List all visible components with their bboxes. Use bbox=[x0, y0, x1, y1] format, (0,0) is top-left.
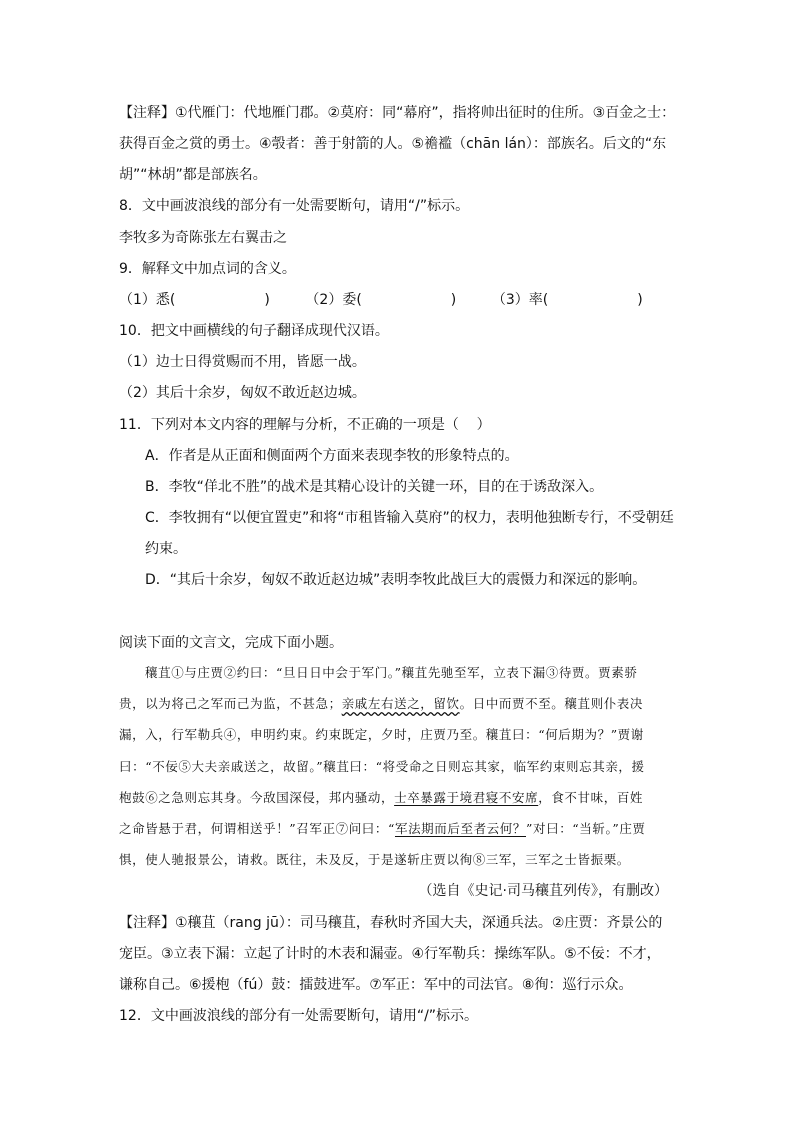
passage-text: ，食不甘味，百姓 bbox=[538, 790, 644, 805]
question-11: 11．下列对本文内容的理解与分析，不正确的一项是（ ） bbox=[119, 417, 491, 433]
option-a: A．作者是从正面和侧面两个方面来表现李牧的形象特点的。 bbox=[145, 448, 519, 464]
passage-text: 枹鼓⑥之急则忘其身。今敌国深侵，邦内骚动， bbox=[119, 790, 395, 805]
annotation-line: 谦称自己。⑥援枹（fú）鼓：擂鼓进军。⑦军正：军中的司法官。⑧徇：巡行示众。 bbox=[119, 977, 633, 993]
option-d: D．“其后十余岁，匈奴不敢近赵边城”表明李牧此战巨大的震慑力和深远的影响。 bbox=[145, 572, 647, 588]
passage-text: ”对曰：“当斩。”庄贾 bbox=[526, 821, 646, 836]
question-12: 12．文中画波浪线的部分有一处需要断句，请用“/”标示。 bbox=[119, 1008, 479, 1024]
underlined-text: 士卒暴露于境君寝不安席 bbox=[394, 790, 539, 805]
passage-line bbox=[119, 788, 679, 808]
question-9-items: （1）悉( ) （2）委( ) （3）率( ) bbox=[119, 292, 643, 308]
option-c: C．李牧拥有“以便宜置吏”和将“市租皆输入莫府”的权力，表明他独断专行，不受朝廷 bbox=[145, 510, 674, 526]
question-8: 8．文中画波浪线的部分有一处需要断句，请用“/”标示。 bbox=[119, 198, 470, 214]
annotation-line: 获得百金之赏的勇士。④彀者：善于射箭的人。⑤襜褴（chān lán）：部族名。后文的“东 bbox=[119, 136, 667, 152]
passage-text: 。日中而贾不至。穰苴则仆表决 bbox=[459, 696, 644, 711]
question-8-sentence: 李牧多为奇陈张左右翼击之 bbox=[119, 230, 287, 246]
source-citation: （选自《史记·司马穰苴列传》，有删改） bbox=[418, 883, 668, 899]
passage-line bbox=[119, 694, 679, 714]
passage-line: 穰苴①与庄贾②约曰：“旦日日中会于军门。”穰苴先驰至军，立表下漏③待贾。贾素骄 bbox=[145, 665, 638, 680]
reading-intro: 阅读下面的文言文，完成下面小题。 bbox=[119, 635, 343, 651]
passage-text: 之命皆悬于君，何谓相送乎！”召军正⑦问曰：“ bbox=[119, 821, 395, 836]
option-b: B．李牧“佯北不胜”的战术是其精心设计的关键一环，目的在于诱敌深入。 bbox=[145, 479, 604, 495]
passage-line: 惧，使人驰报景公，请救。既往，未及反，于是遂斩庄贾以徇⑧三军，三军之士皆振栗。 bbox=[119, 852, 630, 867]
underlined-text: 军法期而后至者云何？ bbox=[394, 821, 526, 836]
annotation-line: 【注释】①穰苴（rang jū）：司马穰苴，春秋时齐国大夫，深通兵法。②庄贾：齐景公的 bbox=[119, 915, 663, 931]
passage-text: 贵，以为将己之军而己为监，不甚急； bbox=[119, 696, 342, 711]
wavy-underlined-text: 亲戚左右送之，留饮 bbox=[341, 696, 460, 711]
question-10-item: （2）其后十余岁，匈奴不敢近赵边城。 bbox=[119, 385, 366, 401]
question-10: 10．把文中画横线的句子翻译成现代汉语。 bbox=[119, 323, 389, 339]
passage-line: 曰：“不佞⑤大夫亲戚送之，故留。”穰苴曰：“将受命之日则忘其家，临军约束则忘其亲，援 bbox=[119, 759, 645, 774]
annotation-line: 【注释】①代雁门：代地雁门郡。②莫府：同“幕府”，指将帅出征时的住所。③百金之士： bbox=[119, 105, 676, 121]
passage-line bbox=[119, 819, 679, 839]
annotation-line: 胡”“林胡”都是部族名。 bbox=[119, 167, 267, 183]
question-10-item: （1）边士日得赏赐而不用，皆愿一战。 bbox=[119, 354, 366, 370]
option-c-continued: 约束。 bbox=[145, 541, 187, 557]
question-9: 9．解释文中加点词的含义。 bbox=[119, 261, 296, 277]
passage-line: 漏，入，行军勒兵④，申明约束。约束既定，夕时，庄贾乃至。穰苴曰：“何后期为？”贾谢 bbox=[119, 727, 644, 742]
annotation-line: 宠臣。③立表下漏：立起了计时的木表和漏壶。④行军勒兵：操练军队。⑤不佞：不才， bbox=[119, 946, 661, 962]
